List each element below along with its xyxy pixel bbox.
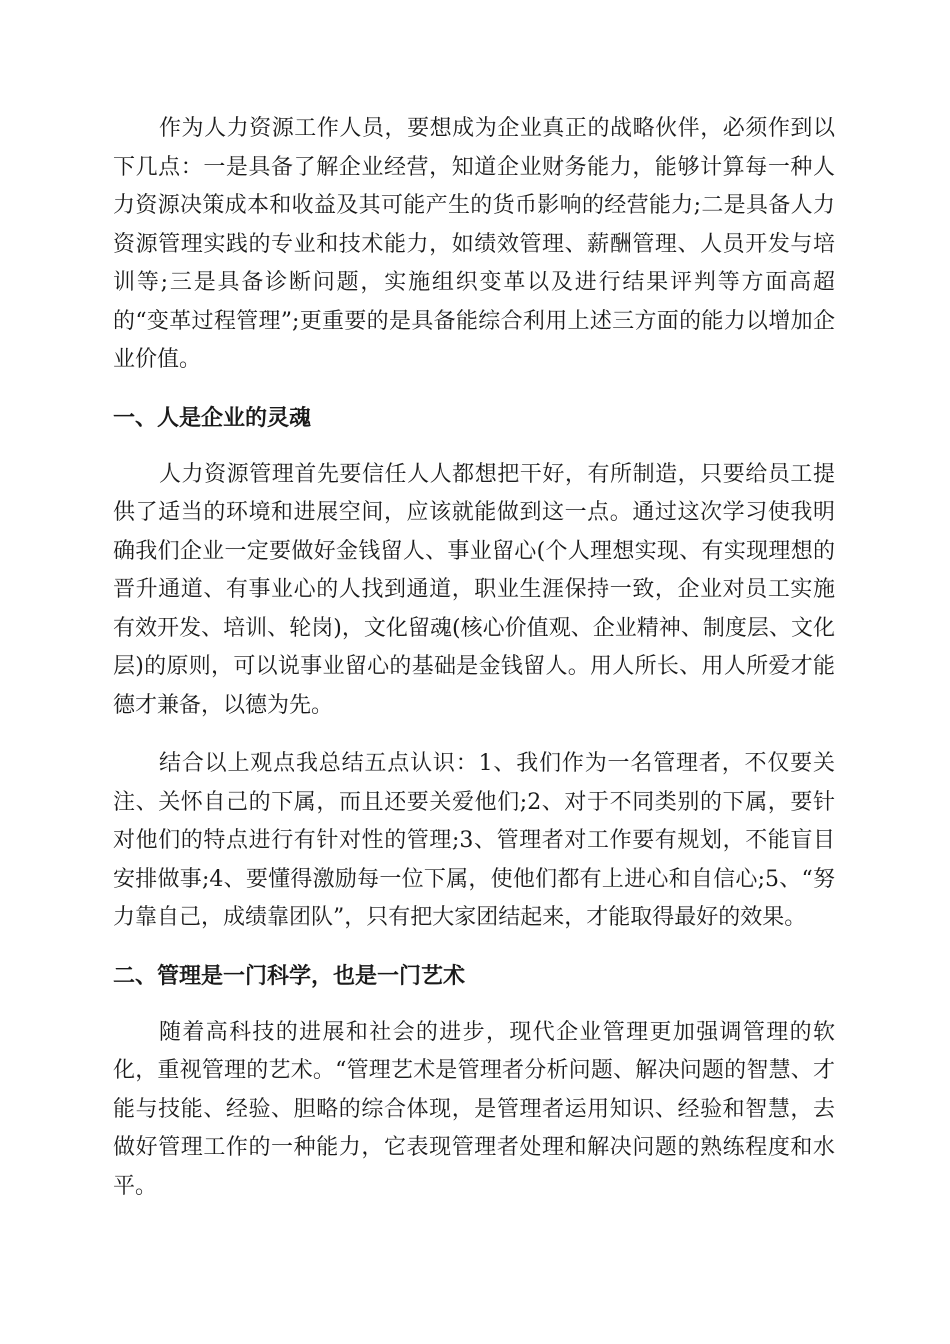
section-heading-1: 一、人是企业的灵魂 [113, 405, 312, 431]
section1-paragraph-1: 人力资源管理首先要信任人人都想把干好，有所制造，只要给员工提供了适当的环境和进展空间，应该就能做到这一点。通过这次学习使我明确我们企业一定要做好金钱留人、事业留心(个人理想实现、有实现理想的晋升通道、有事业心的人找到通道，职业生涯保持一致，企业对员工实施有效开发、培训、轮岗)，文化留魂(核心价值观、企业精神、制度层、文化层)的原则，可以说事业留心的基础是金钱留人。用人所长、用人所爱才能德才兼备，以德为先。 [113, 461, 835, 718]
section-heading-2: 二、管理是一门科学，也是一门艺术 [113, 963, 466, 989]
intro-paragraph: 作为人力资源工作人员，要想成为企业真正的战略伙伴，必须作到以下几点：一是具备了解企业经营，知道企业财务能力，能够计算每一种人力资源决策成本和收益及其可能产生的货币影响的经营能力;二是具备人力资源管理实践的专业和技术能力，如绩效管理、薪酬管理、人员开发与培训等;三是具备诊断问题，实施组织变革以及进行结果评判等方面高超的“变革过程管理”;更重要的是具备能综合利用上述三方面的能力以增加企业价值。 [113, 116, 835, 372]
section2-paragraph-1: 随着高科技的进展和社会的进步，现代企业管理更加强调管理的软化，重视管理的艺术。“管理艺术是管理者分析问题、解决问题的智慧、才能与技能、经验、胆略的综合体现，是管理者运用知识、经验和智慧，去做好管理工作的一种能力，它表现管理者处理和解决问题的熟练程度和水平。 [113, 1019, 835, 1199]
section1-paragraph-2: 结合以上观点我总结五点认识：1、我们作为一名管理者，不仅要关注、关怀自己的下属，而且还要关爱他们;2、对于不同类别的下属，要针对他们的特点进行有针对性的管理;3、管理者对工作要有规划，不能盲目安排做事;4、要懂得激励每一位下属，使他们都有上进心和自信心;5、“努力靠自己，成绩靠团队”，只有把大家团结起来，才能取得最好的效果。 [113, 751, 835, 930]
document-page [113, 110, 835, 1206]
